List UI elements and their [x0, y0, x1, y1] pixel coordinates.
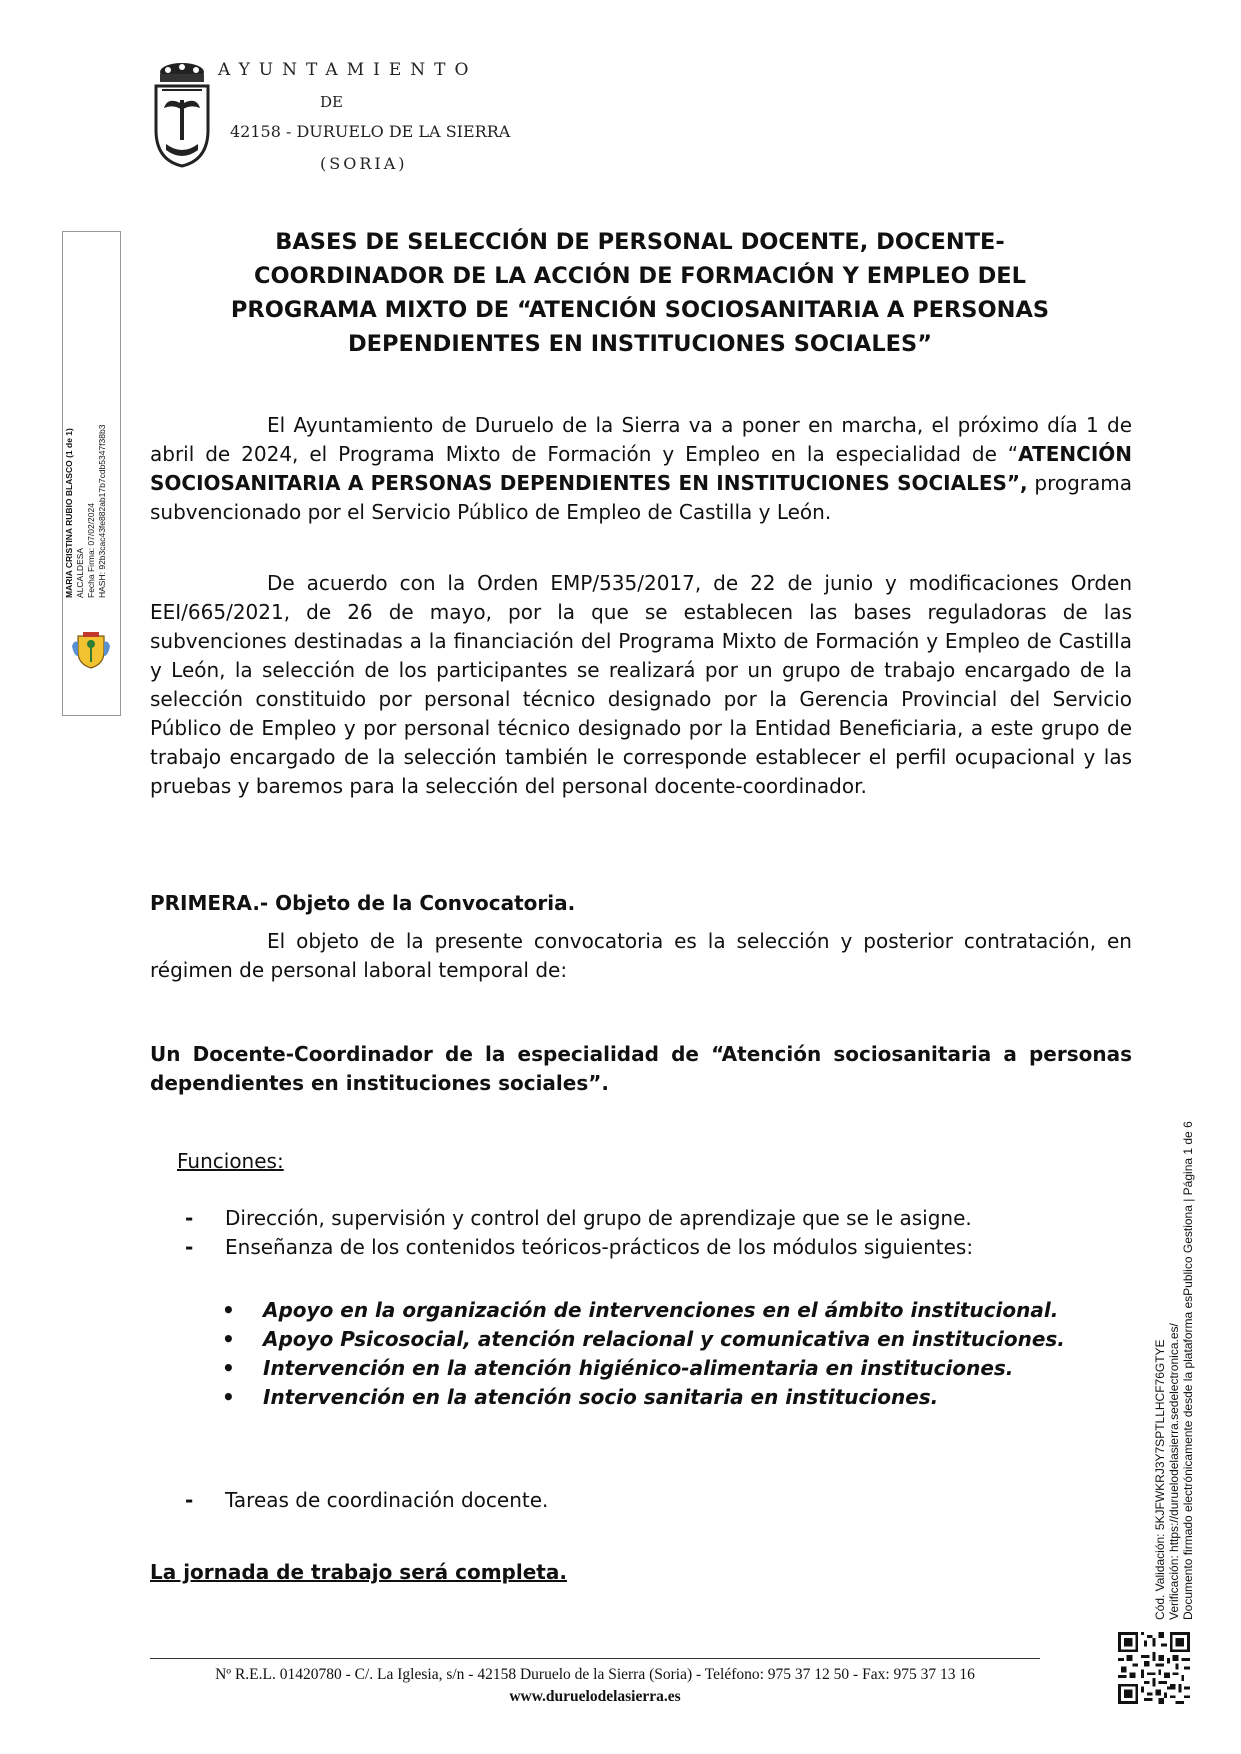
verification-platform: Documento firmado electrónicamente desde la plataforma esPublico Gestiona | Página 1 de 6 [1181, 1121, 1195, 1620]
section-text: El objeto de la presente convocatoria es la selección y posterior contratación, en régimen de personal laboral temporal de: [150, 929, 1132, 982]
list-item: • Apoyo Psicosocial, atención relacional y comunicativa en instituciones. [222, 1327, 1065, 1351]
verification-code: Cód. Validación: 5KJFWKRJ3Y7SPTLLHCF76GTYE [1153, 1339, 1167, 1620]
list-item: • Intervención en la atención higiénico-alimentaria en instituciones. [222, 1356, 1014, 1380]
intro-text: El Ayuntamiento de Duruelo de la Sierra va a poner en marcha, el próximo día 1 de abril de 2024, el Programa Mixto de Formación y Empleo en la especialidad de “ [150, 413, 1132, 466]
document-title [150, 225, 1130, 361]
list-item: • Apoyo en la organización de intervenciones en el ámbito institucional. [222, 1298, 1059, 1322]
footer-website: www.duruelodelasierra.es [509, 1688, 681, 1705]
list-item: - Tareas de coordinación docente. [185, 1488, 549, 1512]
qr-code-icon [1118, 1632, 1190, 1704]
section-heading: PRIMERA.- Objeto de la Convocatoria. [150, 891, 576, 915]
letterhead [150, 56, 570, 186]
function-text: Dirección, supervisión y control del grupo de aprendizaje que se le asigne. [225, 1206, 972, 1230]
module-text: Intervención en la atención socio sanitaria en instituciones. [263, 1385, 939, 1409]
intro-paragraph [150, 411, 1132, 527]
module-text: Apoyo Psicosocial, atención relacional y comunicativa en instituciones. [263, 1327, 1065, 1351]
verification-url: Verificación: https://duruelodelasierra.sedelectronica.es/ [1167, 1323, 1181, 1620]
working-hours-note: La jornada de trabajo será completa. [150, 1560, 567, 1584]
list-item: • Intervención en la atención socio sanitaria en instituciones. [222, 1385, 939, 1409]
title-line: COORDINADOR DE LA ACCIÓN DE FORMACIÓN Y EMPLEO DEL [253, 263, 1027, 289]
verification-info [1153, 1121, 1195, 1620]
functions-list-end [150, 1486, 1130, 1515]
legal-basis-paragraph: De acuerdo con la Orden EMP/535/2017, de 22 de junio y modificaciones Orden EEI/665/2021, de 26 de mayo, por la que se establecen las bases reguladoras de las subvenciones destinadas a la financiación del Programa Mixto de Formación y Empleo de Castilla y León, la selección de los participantes se realizará por un grupo de trabajo encargado de la selección constituido por personal técnico designado por la Gerencia Provincial del Servicio Público de Empleo y por personal técnico designado por la Entidad Beneficiaria, a este grupo de trabajo encargado de la selección también le corresponde establecer el perfil ocupacional y las pruebas y baremos para la selección del personal docente-coordinador. [150, 571, 1132, 798]
function-text: Enseñanza de los contenidos teóricos-prácticos de los módulos siguientes: [225, 1235, 974, 1259]
title-line: DEPENDIENTES EN INSTITUCIONES SOCIALES” [347, 331, 933, 357]
title-line: PROGRAMA MIXTO DE “ATENCIÓN SOCIOSANITARIA A PERSONAS [230, 297, 1050, 323]
footer-address: Nº R.E.L. 01420780 - C/. La Iglesia, s/n - 42158 Duruelo de la Sierra (Soria) - Teléfono: 975 37 12 50 - Fax: 975 37 13 16 [215, 1666, 975, 1683]
municipal-seal-icon [70, 630, 112, 670]
coat-of-arms-icon [150, 60, 214, 170]
module-text: Intervención en la atención higiénico-alimentaria en instituciones. [263, 1356, 1014, 1380]
function-text: Tareas de coordinación docente. [225, 1488, 549, 1512]
list-item: - Enseñanza de los contenidos teóricos-prácticos de los módulos siguientes: [185, 1235, 974, 1259]
signature-signer: MARIA CRISTINA RUBIO BLASCO (1 de 1) [64, 428, 74, 598]
module-text: Apoyo en la organización de intervenciones en el ámbito institucional. [263, 1298, 1059, 1322]
signature-role: ALCALDESA [75, 547, 85, 598]
modules-list [150, 1296, 1100, 1412]
letterhead-de: DE [320, 93, 343, 111]
letterhead-name: AYUNTAMIENTO [218, 60, 478, 80]
signature-info [64, 425, 108, 598]
intro-program-name: ATENCIÓN SOCIOSANITARIA A PERSONAS DEPENDIENTES EN INSTITUCIONES SOCIALES”, [150, 442, 1132, 495]
letterhead-town: 42158 - DURUELO DE LA SIERRA [230, 122, 511, 141]
footer-divider [150, 1658, 1040, 1659]
signature-date: Fecha Firma: 07/02/2024 [86, 503, 96, 598]
position-statement: Un Docente-Coordinador de la especialidad de “Atención sociosanitaria a personas dependientes en instituciones sociales”. [150, 1042, 1132, 1095]
title-line: BASES DE SELECCIÓN DE PERSONAL DOCENTE, DOCENTE- [275, 229, 1005, 255]
intro-text-end: programa subvencionado por el Servicio Público de Empleo de Castilla y León. [150, 471, 1132, 524]
list-item: - Dirección, supervisión y control del grupo de aprendizaje que se le asigne. [185, 1206, 972, 1230]
functions-list [150, 1204, 1130, 1262]
funciones-label: Funciones: [177, 1149, 284, 1173]
letterhead-province: (SORIA) [320, 154, 408, 173]
signature-hash: HASH: 92b3cac43fe882ab17b7cdb5347f38b3 [97, 424, 107, 598]
